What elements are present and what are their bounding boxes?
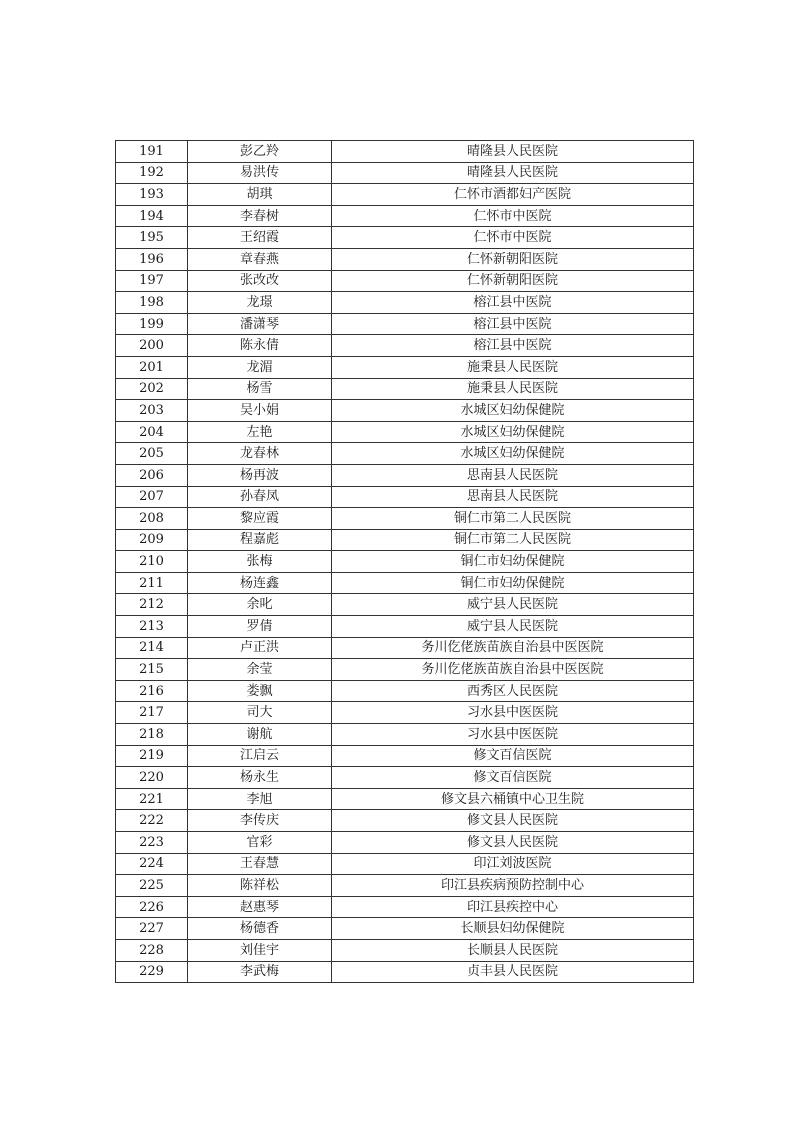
- name-cell: 司大: [188, 702, 332, 724]
- row-number-cell: 214: [116, 637, 188, 659]
- organization-cell: 水城区妇幼保健院: [332, 400, 694, 422]
- row-number-cell: 228: [116, 939, 188, 961]
- table-row: [116, 464, 694, 486]
- table-row: [116, 875, 694, 897]
- row-number-cell: 229: [116, 961, 188, 983]
- table-row: [116, 248, 694, 270]
- organization-cell: 长顺县妇幼保健院: [332, 918, 694, 940]
- row-number-cell: 208: [116, 508, 188, 530]
- organization-cell: 榕江县中医院: [332, 313, 694, 335]
- row-number-cell: 207: [116, 486, 188, 508]
- organization-cell: 仁怀市酒都妇产医院: [332, 184, 694, 206]
- name-cell: 王绍霞: [188, 227, 332, 249]
- row-number-cell: 200: [116, 335, 188, 357]
- table-row: [116, 680, 694, 702]
- name-cell: 刘佳宇: [188, 939, 332, 961]
- name-cell: 娄飘: [188, 680, 332, 702]
- organization-cell: 晴隆县人民医院: [332, 162, 694, 184]
- row-number-cell: 212: [116, 594, 188, 616]
- organization-cell: 习水县中医医院: [332, 724, 694, 746]
- row-number-cell: 211: [116, 572, 188, 594]
- name-cell: 陈祥松: [188, 875, 332, 897]
- table-row: [116, 702, 694, 724]
- table-row: [116, 745, 694, 767]
- row-number-cell: 191: [116, 141, 188, 163]
- table-row: [116, 356, 694, 378]
- name-cell: 胡琪: [188, 184, 332, 206]
- name-cell: 王春慧: [188, 853, 332, 875]
- name-cell: 黎应霞: [188, 508, 332, 530]
- table-row: [116, 227, 694, 249]
- table-row: [116, 141, 694, 163]
- name-cell: 章春燕: [188, 248, 332, 270]
- table-row: [116, 205, 694, 227]
- organization-cell: 长顺县人民医院: [332, 939, 694, 961]
- roster-table: [115, 140, 694, 983]
- organization-cell: 西秀区人民医院: [332, 680, 694, 702]
- row-number-cell: 221: [116, 788, 188, 810]
- table-row: [116, 616, 694, 638]
- name-cell: 杨德香: [188, 918, 332, 940]
- row-number-cell: 220: [116, 767, 188, 789]
- name-cell: 罗倩: [188, 616, 332, 638]
- organization-cell: 铜仁市妇幼保健院: [332, 551, 694, 573]
- table-row: [116, 853, 694, 875]
- organization-cell: 印江刘波医院: [332, 853, 694, 875]
- organization-cell: 水城区妇幼保健院: [332, 421, 694, 443]
- name-cell: 官彩: [188, 832, 332, 854]
- table-row: [116, 918, 694, 940]
- table-row: [116, 486, 694, 508]
- name-cell: 谢航: [188, 724, 332, 746]
- organization-cell: 水城区妇幼保健院: [332, 443, 694, 465]
- name-cell: 龙璟: [188, 292, 332, 314]
- name-cell: 李春树: [188, 205, 332, 227]
- organization-cell: 务川仡佬族苗族自治县中医医院: [332, 637, 694, 659]
- name-cell: 江启云: [188, 745, 332, 767]
- row-number-cell: 202: [116, 378, 188, 400]
- table-row: [116, 637, 694, 659]
- table-row: [116, 400, 694, 422]
- table-row: [116, 832, 694, 854]
- organization-cell: 贞丰县人民医院: [332, 961, 694, 983]
- row-number-cell: 206: [116, 464, 188, 486]
- table-row: [116, 572, 694, 594]
- row-number-cell: 225: [116, 875, 188, 897]
- row-number-cell: 223: [116, 832, 188, 854]
- organization-cell: 晴隆县人民医院: [332, 141, 694, 163]
- organization-cell: 习水县中医医院: [332, 702, 694, 724]
- row-number-cell: 194: [116, 205, 188, 227]
- organization-cell: 铜仁市第二人民医院: [332, 508, 694, 530]
- table-row: [116, 292, 694, 314]
- organization-cell: 修文县六桶镇中心卫生院: [332, 788, 694, 810]
- row-number-cell: 197: [116, 270, 188, 292]
- table-row: [116, 508, 694, 530]
- row-number-cell: 213: [116, 616, 188, 638]
- organization-cell: 威宁县人民医院: [332, 594, 694, 616]
- organization-cell: 榕江县中医院: [332, 292, 694, 314]
- table-row: [116, 421, 694, 443]
- table-row: [116, 313, 694, 335]
- organization-cell: 思南县人民医院: [332, 464, 694, 486]
- table-row: [116, 162, 694, 184]
- name-cell: 杨连鑫: [188, 572, 332, 594]
- table-row: [116, 961, 694, 983]
- table-row: [116, 659, 694, 681]
- organization-cell: 施秉县人民医院: [332, 356, 694, 378]
- name-cell: 杨永生: [188, 767, 332, 789]
- name-cell: 余莹: [188, 659, 332, 681]
- organization-cell: 修文县人民医院: [332, 810, 694, 832]
- name-cell: 赵惠琴: [188, 896, 332, 918]
- organization-cell: 榕江县中医院: [332, 335, 694, 357]
- name-cell: 张改改: [188, 270, 332, 292]
- name-cell: 左艳: [188, 421, 332, 443]
- row-number-cell: 205: [116, 443, 188, 465]
- row-number-cell: 222: [116, 810, 188, 832]
- name-cell: 卢正洪: [188, 637, 332, 659]
- table-row: [116, 551, 694, 573]
- name-cell: 龙湄: [188, 356, 332, 378]
- organization-cell: 铜仁市妇幼保健院: [332, 572, 694, 594]
- name-cell: 彭乙羚: [188, 141, 332, 163]
- name-cell: 李旭: [188, 788, 332, 810]
- name-cell: 李传庆: [188, 810, 332, 832]
- name-cell: 杨雪: [188, 378, 332, 400]
- organization-cell: 威宁县人民医院: [332, 616, 694, 638]
- name-cell: 杨再波: [188, 464, 332, 486]
- organization-cell: 务川仡佬族苗族自治县中医医院: [332, 659, 694, 681]
- organization-cell: 修文县人民医院: [332, 832, 694, 854]
- row-number-cell: 209: [116, 529, 188, 551]
- table-row: [116, 939, 694, 961]
- table-row: [116, 767, 694, 789]
- row-number-cell: 227: [116, 918, 188, 940]
- organization-cell: 仁怀市中医院: [332, 227, 694, 249]
- row-number-cell: 224: [116, 853, 188, 875]
- organization-cell: 施秉县人民医院: [332, 378, 694, 400]
- name-cell: 孙春凤: [188, 486, 332, 508]
- organization-cell: 印江县疾控中心: [332, 896, 694, 918]
- table-row: [116, 378, 694, 400]
- name-cell: 潘潇琴: [188, 313, 332, 335]
- organization-cell: 仁怀新朝阳医院: [332, 248, 694, 270]
- table-row: [116, 529, 694, 551]
- row-number-cell: 215: [116, 659, 188, 681]
- row-number-cell: 199: [116, 313, 188, 335]
- name-cell: 张梅: [188, 551, 332, 573]
- organization-cell: 修文百信医院: [332, 745, 694, 767]
- organization-cell: 铜仁市第二人民医院: [332, 529, 694, 551]
- row-number-cell: 210: [116, 551, 188, 573]
- table-row: [116, 788, 694, 810]
- table-row: [116, 184, 694, 206]
- name-cell: 龙春林: [188, 443, 332, 465]
- organization-cell: 修文百信医院: [332, 767, 694, 789]
- organization-cell: 思南县人民医院: [332, 486, 694, 508]
- name-cell: 李武梅: [188, 961, 332, 983]
- row-number-cell: 193: [116, 184, 188, 206]
- table-row: [116, 810, 694, 832]
- row-number-cell: 201: [116, 356, 188, 378]
- name-cell: 易洪传: [188, 162, 332, 184]
- name-cell: 余叱: [188, 594, 332, 616]
- table-row: [116, 896, 694, 918]
- name-cell: 吴小娟: [188, 400, 332, 422]
- row-number-cell: 198: [116, 292, 188, 314]
- table-row: [116, 724, 694, 746]
- organization-cell: 仁怀新朝阳医院: [332, 270, 694, 292]
- row-number-cell: 226: [116, 896, 188, 918]
- row-number-cell: 216: [116, 680, 188, 702]
- row-number-cell: 203: [116, 400, 188, 422]
- row-number-cell: 217: [116, 702, 188, 724]
- row-number-cell: 195: [116, 227, 188, 249]
- table-row: [116, 443, 694, 465]
- organization-cell: 仁怀市中医院: [332, 205, 694, 227]
- roster-table-body: [116, 141, 694, 983]
- row-number-cell: 219: [116, 745, 188, 767]
- table-row: [116, 270, 694, 292]
- name-cell: 陈永倩: [188, 335, 332, 357]
- organization-cell: 印江县疾病预防控制中心: [332, 875, 694, 897]
- row-number-cell: 204: [116, 421, 188, 443]
- table-row: [116, 335, 694, 357]
- row-number-cell: 192: [116, 162, 188, 184]
- row-number-cell: 196: [116, 248, 188, 270]
- table-row: [116, 594, 694, 616]
- row-number-cell: 218: [116, 724, 188, 746]
- name-cell: 程嘉彪: [188, 529, 332, 551]
